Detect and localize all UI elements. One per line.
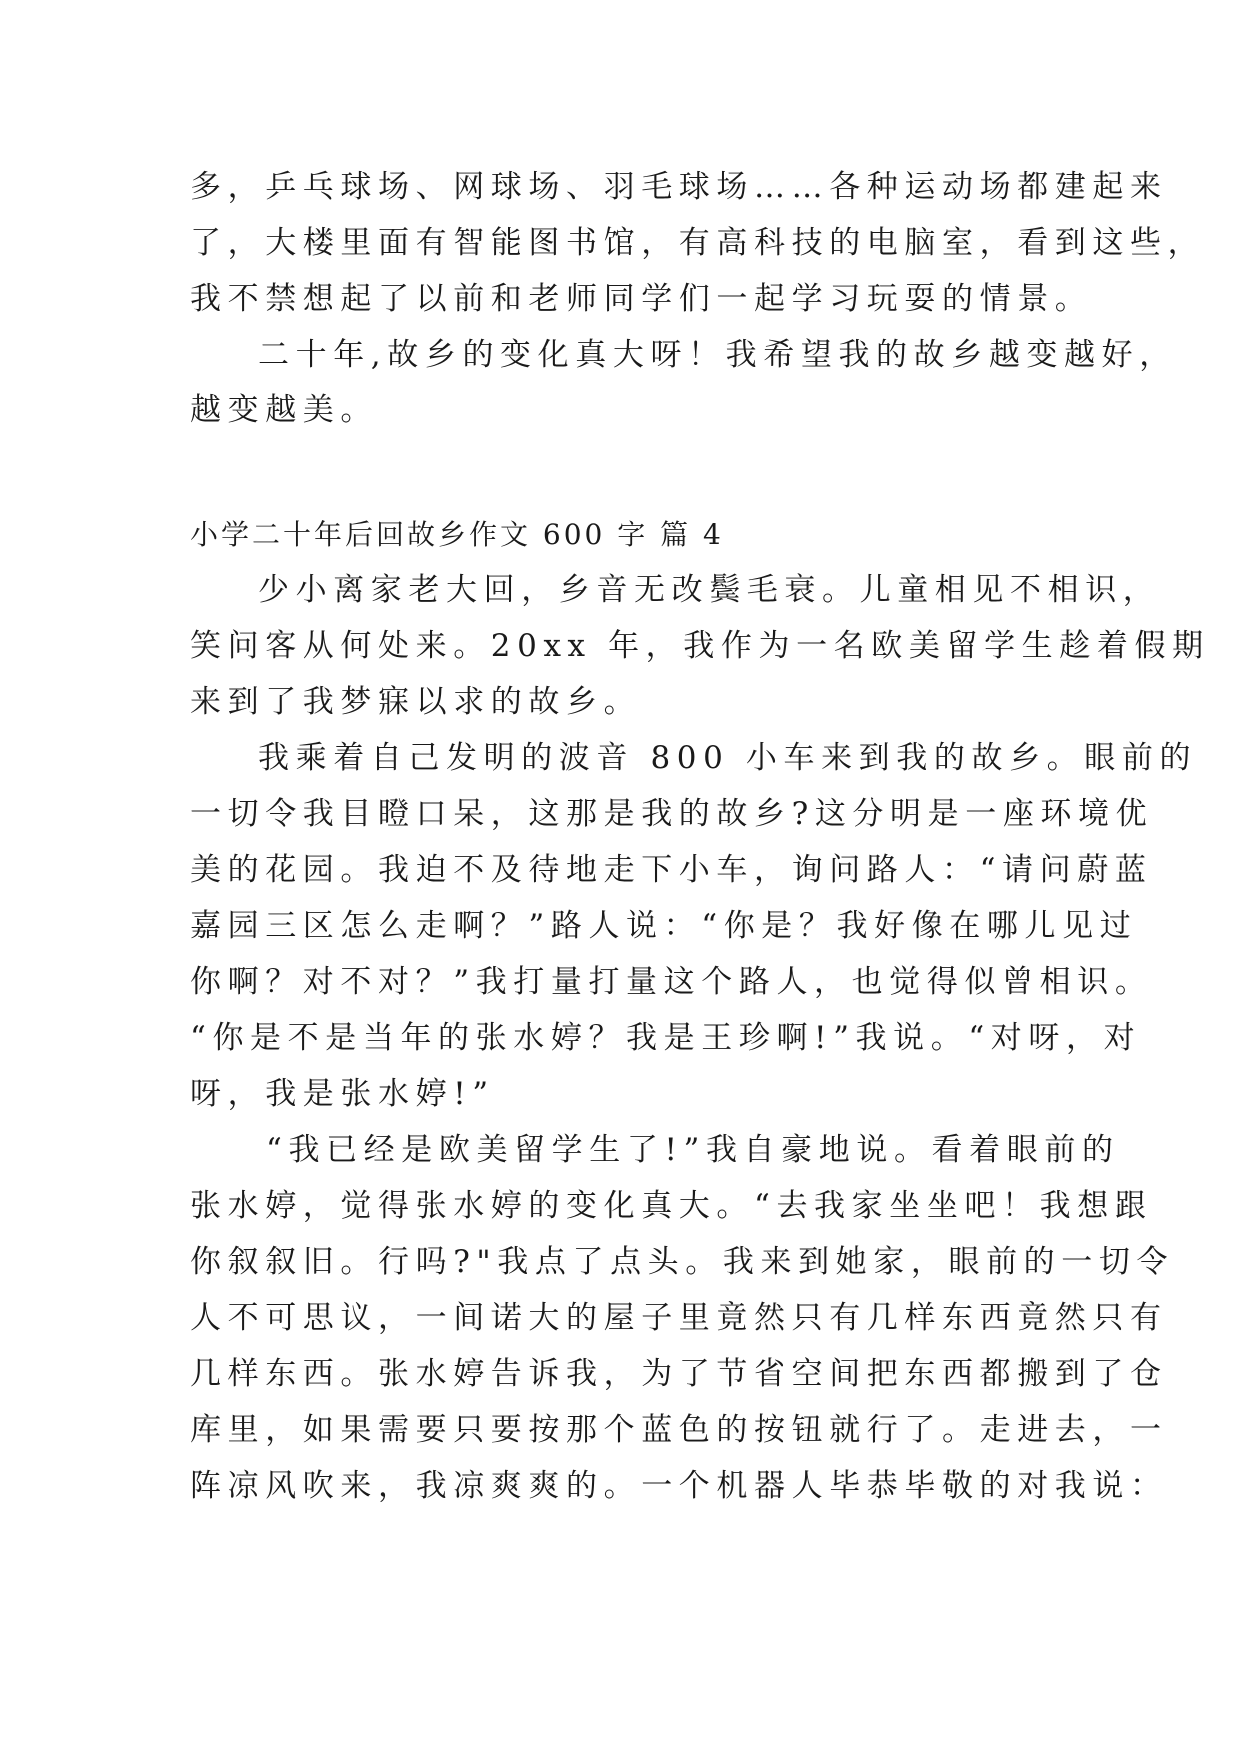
text-line: 二十年,故乡的变化真大呀！我希望我的故乡越变越好， <box>258 337 1177 373</box>
section-heading: 小学二十年后回故乡作文 600 字 篇 4 <box>190 518 724 551</box>
text-line: 我乘着自己发明的波音 800 小车来到我的故乡。眼前的 <box>258 740 1198 776</box>
text-line: 美的花园。我迫不及待地走下小车，询问路人：“请问蔚蓝 <box>190 852 1153 888</box>
text-line: 嘉园三区怎么走啊？”路人说：“你是？我好像在哪儿见过 <box>190 908 1138 944</box>
text-line: 了，大楼里面有智能图书馆，有高科技的电脑室，看到这些， <box>190 225 1206 261</box>
text-line: 少小离家老大回，乡音无改鬓毛衰。儿童相见不相识， <box>258 572 1161 608</box>
text-line: 多，乒乓球场、网球场、羽毛球场……各种运动场都建起来 <box>190 169 1168 205</box>
text-line: 阵凉风吹来，我凉爽爽的。一个机器人毕恭毕敬的对我说： <box>190 1468 1168 1504</box>
text-line: 几样东西。张水婷告诉我，为了节省空间把东西都搬到了仓 <box>190 1356 1168 1392</box>
text-line: 越变越美。 <box>190 392 378 428</box>
text-line: 人不可思议，一间诺大的屋子里竟然只有几样东西竟然只有 <box>190 1300 1168 1336</box>
text-line: 张水婷，觉得张水婷的变化真大。“去我家坐坐吧！我想跟 <box>190 1188 1153 1224</box>
text-line: “你是不是当年的张水婷？我是王珍啊!”我说。“对呀，对 <box>190 1020 1142 1056</box>
text-line: 你啊？对不对？”我打量打量这个路人，也觉得似曾相识。 <box>190 964 1153 1000</box>
text-line: 来到了我梦寐以求的故乡。 <box>190 684 642 720</box>
text-line: “我已经是欧美留学生了!”我自豪地说。看着眼前的 <box>266 1132 1120 1168</box>
text-line: 呀，我是张水婷!” <box>190 1076 495 1112</box>
text-line: 库里，如果需要只要按那个蓝色的按钮就行了。走进去，一 <box>190 1412 1168 1448</box>
text-line: 我不禁想起了以前和老师同学们一起学习玩耍的情景。 <box>190 281 1093 317</box>
text-line: 一切令我目瞪口呆，这那是我的故乡?这分明是一座环境优 <box>190 796 1154 832</box>
text-line: 笑问客从何处来。20xx 年，我作为一名欧美留学生趁着假期 <box>190 628 1210 664</box>
text-line: 你叙叙旧。行吗?"我点了点头。我来到她家，眼前的一切令 <box>190 1244 1175 1280</box>
